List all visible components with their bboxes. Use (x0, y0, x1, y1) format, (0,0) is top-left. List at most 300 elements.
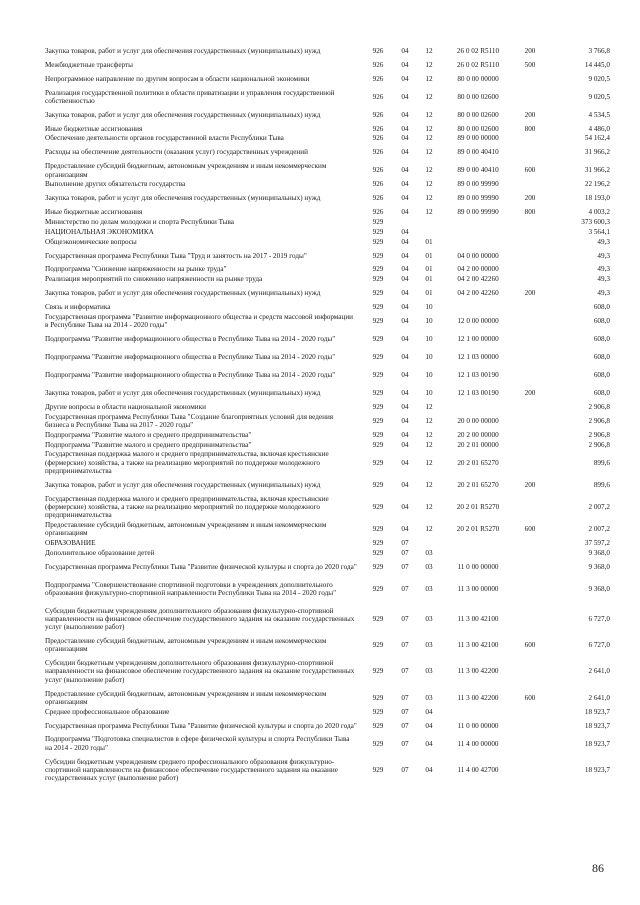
table-row (45, 134, 610, 144)
table-row (45, 348, 610, 366)
ministry-code: 929 (372, 615, 384, 624)
table-row (45, 42, 610, 60)
section-code: 04 (401, 389, 409, 398)
row-description: Подпрограмма "Развитие малого и среднего предпринимательства" (45, 430, 252, 439)
subsection-code: 12 (425, 402, 433, 411)
row-description: Общеэкономические вопросы (45, 237, 137, 246)
subsection-code: 12 (425, 148, 433, 157)
section-code: 04 (401, 180, 409, 189)
table-row (45, 707, 610, 717)
expense-type-code (515, 70, 545, 88)
ministry-code: 926 (372, 124, 384, 133)
subsection-code: 03 (425, 584, 433, 593)
target-article-code (441, 707, 515, 717)
expense-type-code (515, 144, 545, 162)
row-description: Предоставление субсидий бюджетным, автономным учреждениям и иным некоммерческим организациям (45, 162, 327, 179)
section-code: 04 (401, 46, 409, 55)
target-article-code: 20 2 01 R5270 (456, 502, 500, 511)
amount-value: 22 196,2 (584, 180, 610, 189)
target-article-code: 20 2 01 R5270 (456, 524, 500, 533)
subsection-code: 12 (425, 166, 433, 175)
amount-value: 18 923,7 (584, 707, 610, 716)
ministry-code: 929 (372, 458, 384, 467)
table-row (45, 689, 610, 707)
section-code: 04 (401, 227, 409, 236)
subsection-code: 01 (425, 289, 433, 298)
row-description: ОБРАЗОВАНИЕ (45, 538, 96, 547)
section-code: 04 (401, 134, 409, 143)
expense-type-code (515, 312, 545, 330)
section-code: 04 (401, 60, 409, 69)
table-row (45, 265, 610, 275)
ministry-code: 929 (372, 335, 384, 343)
expense-type-code (515, 654, 545, 688)
amount-value: 2 641,0 (588, 667, 610, 676)
ministry-code: 929 (372, 416, 384, 425)
expense-type-code (515, 247, 545, 265)
section-code: 04 (401, 74, 409, 83)
table-row (45, 247, 610, 265)
ministry-code: 929 (372, 548, 384, 557)
target-article-code (441, 548, 515, 558)
subsection-code: 10 (425, 389, 433, 398)
amount-value: 899,6 (593, 458, 610, 467)
section-code: 07 (401, 765, 409, 774)
section-code: 07 (401, 641, 409, 650)
subsection-code: 10 (425, 303, 433, 312)
subsection-code: 12 (425, 134, 433, 143)
ministry-code: 929 (372, 641, 384, 650)
subsection-code: 12 (425, 208, 433, 217)
section-code: 07 (401, 667, 409, 676)
row-description: Обеспечение деятельности органов государственной власти Республики Тыва (45, 134, 284, 143)
row-description: Подпрограмма "Развитие информационного общества в Республике Тыва на 2014 - 2020 годы" (45, 371, 336, 380)
table-row (45, 440, 610, 450)
row-description: Связь и информатика (45, 303, 111, 312)
table-row (45, 180, 610, 190)
expense-type-code: 200 (524, 46, 536, 55)
expense-type-code (515, 412, 545, 430)
target-article-code: 11 4 00 42700 (457, 765, 499, 774)
target-article-code: 89 0 00 99990 (457, 194, 499, 203)
table-row (45, 124, 610, 134)
amount-value: 608,0 (593, 303, 610, 312)
ministry-code: 929 (372, 303, 384, 312)
page-number: 86 (592, 861, 604, 875)
target-article-code: 11 3 00 42100 (457, 615, 499, 624)
table-row (45, 576, 610, 602)
subsection-code: 12 (425, 124, 433, 133)
row-description: Субсидии бюджетным учреждениям дополнительного образования физкультурно-спортивной направленности на финансовое обеспечение государственного задания на оказание государственных услуг (выполнение работ) (45, 606, 355, 632)
table-row (45, 144, 610, 162)
subsection-code: 03 (425, 548, 433, 557)
amount-value: 49,3 (597, 289, 610, 298)
expense-type-code (515, 538, 545, 548)
section-code: 07 (401, 584, 409, 593)
section-code: 04 (401, 416, 409, 425)
section-code (393, 217, 417, 227)
row-description: Реализация мероприятий по снижению напряженности на рынке труда (45, 275, 263, 284)
ministry-code: 929 (372, 371, 384, 380)
amount-value: 9 020,5 (588, 92, 610, 101)
target-article-code: 80 0 00 02600 (457, 92, 499, 101)
expense-type-code (515, 330, 545, 348)
table-row (45, 312, 610, 330)
section-code: 04 (401, 480, 409, 489)
section-code: 07 (401, 562, 409, 571)
row-description: НАЦИОНАЛЬНАЯ ЭКОНОМИКА (45, 227, 154, 236)
section-code: 07 (401, 693, 409, 702)
section-code: 04 (401, 148, 409, 157)
section-code: 04 (401, 110, 409, 119)
table-row (45, 284, 610, 302)
table-row (45, 494, 610, 520)
amount-value: 9 020,5 (588, 74, 610, 83)
ministry-code: 929 (372, 289, 384, 298)
subsection-code: 12 (425, 430, 433, 439)
amount-value: 2 007,2 (588, 502, 610, 511)
ministry-code: 929 (372, 402, 384, 411)
ministry-code: 929 (372, 227, 384, 236)
row-description: Предоставление субсидий бюджетным, автономным учреждениям и иным некоммерческим организациям (45, 520, 327, 538)
ministry-code: 929 (372, 502, 384, 511)
section-code: 04 (401, 124, 409, 133)
expense-type-code (515, 494, 545, 520)
amount-value: 2 007,2 (588, 524, 610, 533)
section-code: 04 (401, 194, 409, 203)
row-description: Выполнение других обязательств государства (45, 180, 186, 189)
table-row (45, 106, 610, 124)
target-article-code: 04 0 00 00000 (457, 251, 499, 260)
target-article-code: 12 0 00 00000 (457, 316, 499, 325)
amount-value: 2 906,8 (588, 416, 610, 425)
ministry-code: 929 (372, 316, 384, 325)
ministry-code: 929 (372, 265, 384, 274)
row-description: Закупка товаров, работ и услуг для обеспечения государственных (муниципальных) нужд (45, 110, 321, 119)
ministry-code: 926 (372, 110, 384, 119)
target-article-code: 11 3 00 42100 (457, 641, 499, 650)
amount-value: 2 906,8 (588, 440, 610, 449)
row-description: Непрограммное направление по другим вопросам в области национальной экономики (45, 74, 310, 83)
section-code: 04 (401, 275, 409, 284)
amount-value: 6 727,0 (588, 641, 610, 650)
amount-value: 31 966,2 (584, 148, 610, 157)
row-description: Межбюджетные трансферты (45, 60, 133, 69)
ministry-code: 929 (372, 440, 384, 449)
amount-value: 608,0 (593, 371, 610, 380)
table-row (45, 366, 610, 384)
subsection-code: 04 (425, 721, 433, 730)
target-article-code: 89 0 00 40410 (457, 148, 499, 157)
row-description: Закупка товаров, работ и услуг для обеспечения государственных (муниципальных) нужд (45, 46, 321, 55)
subsection-code: 03 (425, 615, 433, 624)
subsection-code: 04 (425, 707, 433, 716)
section-code: 04 (401, 265, 409, 274)
amount-value: 608,0 (593, 353, 610, 362)
subsection-code: 10 (425, 335, 433, 343)
table-row (45, 189, 610, 207)
row-description: Государственная программа Республики Тыва "Труд и занятость на 2017 - 2019 годы" (45, 251, 307, 260)
target-article-code: 04 2 00 00000 (457, 265, 499, 274)
expense-type-code (515, 217, 545, 227)
table-row (45, 237, 610, 247)
amount-value: 18 923,7 (584, 739, 610, 748)
row-description: Подпрограмма "Подготовка специалистов в сфере физической культуры и спорта Республики Тыва на 2014 - 2020 годы" (45, 735, 350, 752)
row-description: Субсидии бюджетным учреждениям среднего профессионального образования физкультурно-спортивной направленности на финансовое обеспечение государственного задания на оказание государственных услуг (выполнение работ) (45, 757, 338, 782)
section-code: 04 (401, 208, 409, 217)
table-row (45, 602, 610, 636)
expense-type-code (515, 88, 545, 106)
target-article-code: 12 1 03 00190 (457, 371, 499, 380)
expense-type-code: 800 (524, 208, 536, 217)
row-description: Иные бюджетные ассигнования (45, 208, 143, 217)
amount-value: 4 003,2 (588, 208, 610, 217)
row-description: Предоставление субсидий бюджетным, автономным учреждениям и иным некоммерческим организациям (45, 689, 327, 706)
target-article-code: 11 3 00 42200 (457, 693, 499, 702)
amount-value: 9 368,0 (588, 584, 610, 593)
row-description: Субсидии бюджетным учреждениям дополнительного образования физкультурно-спортивной направленности на финансовое обеспечение государственного задания на оказание государственных услуг (выполнение работ) (45, 659, 355, 684)
expense-type-code: 600 (524, 641, 536, 650)
table-row (45, 558, 610, 576)
ministry-code: 929 (372, 389, 384, 398)
section-code: 07 (401, 615, 409, 624)
subsection-code: 03 (425, 641, 433, 650)
expense-type-code (515, 348, 545, 366)
budget-table-body (45, 42, 610, 787)
section-code: 07 (401, 739, 409, 748)
target-article-code: 11 4 00 00000 (457, 739, 499, 748)
target-article-code: 12 1 03 00000 (457, 353, 499, 362)
table-row (45, 402, 610, 412)
target-article-code (441, 227, 515, 237)
row-description: Дополнительное образование детей (45, 548, 155, 557)
expense-type-code: 200 (524, 194, 536, 203)
target-article-code: 26 0 02 R5110 (456, 46, 500, 55)
section-code: 04 (401, 166, 409, 175)
row-description: Подпрограмма "Снижение напряженности на рынке труда" (45, 265, 227, 274)
ministry-code: 926 (372, 148, 384, 157)
target-article-code (441, 402, 515, 412)
amount-value: 608,0 (593, 389, 610, 398)
subsection-code: 04 (425, 765, 433, 774)
amount-value: 3 766,8 (588, 46, 610, 55)
section-code: 04 (401, 502, 409, 511)
subsection-code: 12 (425, 416, 433, 425)
table-row (45, 717, 610, 735)
amount-value: 18 923,7 (584, 721, 610, 730)
ministry-code: 929 (372, 707, 384, 716)
amount-value: 31 966,2 (584, 166, 610, 175)
row-description: Среднее профессиональное образование (45, 707, 170, 716)
table-row (45, 330, 610, 348)
ministry-code: 929 (372, 693, 384, 702)
subsection-code: 12 (425, 180, 433, 189)
target-article-code: 20 2 01 65270 (457, 480, 499, 489)
target-article-code: 12 1 03 00190 (457, 389, 499, 398)
section-code: 04 (401, 251, 409, 260)
expense-type-code: 200 (524, 389, 536, 398)
ministry-code: 926 (372, 92, 384, 101)
subsection-code: 10 (425, 316, 433, 325)
expense-type-code (515, 402, 545, 412)
expense-type-code (515, 576, 545, 602)
expense-type-code (515, 134, 545, 144)
table-row (45, 70, 610, 88)
expense-type-code (515, 717, 545, 735)
row-description: Закупка товаров, работ и услуг для обеспечения государственных (муниципальных) нужд (45, 389, 321, 398)
target-article-code: 89 0 00 99990 (457, 208, 499, 217)
subsection-code: 12 (425, 46, 433, 55)
expense-type-code (515, 735, 545, 753)
ministry-code: 926 (372, 74, 384, 83)
row-description: Подпрограмма "Развитие информационного общества в Республике Тыва на 2014 - 2020 годы" (45, 335, 336, 343)
expense-type-code (515, 265, 545, 275)
target-article-code (441, 217, 515, 227)
amount-value: 49,3 (597, 275, 610, 284)
expense-type-code (515, 227, 545, 237)
target-article-code: 20 2 01 65270 (457, 458, 499, 467)
section-code: 07 (401, 548, 409, 557)
target-article-code: 89 0 00 00000 (457, 134, 499, 143)
expense-type-code (515, 602, 545, 636)
amount-value: 4 486,0 (588, 124, 610, 133)
amount-value: 6 727,0 (588, 615, 610, 624)
amount-value: 899,6 (593, 480, 610, 489)
row-description: Закупка товаров, работ и услуг для обеспечения государственных (муниципальных) нужд (45, 194, 321, 203)
target-article-code: 89 0 00 99990 (457, 180, 499, 189)
expense-type-code: 800 (524, 124, 536, 133)
amount-value: 3 564,1 (588, 227, 610, 236)
expense-type-code (515, 450, 545, 476)
target-article-code (441, 302, 515, 312)
table-row (45, 412, 610, 430)
expense-type-code: 500 (524, 60, 536, 69)
expense-type-code (515, 753, 545, 787)
row-description: Государственная программа Республики Тыва "Развитие физической культуры и спорта до 2020 года" (45, 721, 357, 730)
expense-type-code (515, 237, 545, 247)
subsection-code (417, 227, 441, 237)
subsection-code: 01 (425, 237, 433, 246)
amount-value: 54 162,4 (584, 134, 610, 143)
row-description: Государственная программа "Развитие информационного общества и средств массовой информации в Республике Тыва на 2014 - 2020 годы" (45, 312, 354, 330)
target-article-code: 80 0 00 02600 (457, 124, 499, 133)
section-code: 04 (401, 440, 409, 449)
ministry-code: 929 (372, 237, 384, 246)
section-code: 04 (401, 237, 409, 246)
row-description: Государственная программа Республики Тыва "Развитие физической культуры и спорта до 2020 года" (45, 562, 357, 571)
table-row (45, 60, 610, 70)
row-description: Расходы на обеспечение деятельности (оказания услуг) государственных учреждений (45, 148, 308, 157)
table-row (45, 302, 610, 312)
ministry-code: 929 (372, 353, 384, 362)
ministry-code: 926 (372, 194, 384, 203)
amount-value: 18 923,7 (584, 765, 610, 774)
ministry-code: 929 (372, 538, 384, 547)
section-code: 04 (401, 524, 409, 533)
subsection-code: 12 (425, 524, 433, 533)
target-article-code: 80 0 00 02600 (457, 110, 499, 119)
target-article-code: 20 2 01 00000 (457, 440, 499, 449)
row-description: Иные бюджетные ассигнования (45, 124, 143, 133)
ministry-code: 926 (372, 46, 384, 55)
amount-value: 2 641,0 (588, 693, 610, 702)
table-row (45, 450, 610, 476)
row-description: Подпрограмма "Развитие малого и среднего предпринимательства" (45, 440, 252, 449)
expense-type-code (515, 366, 545, 384)
table-row (45, 162, 610, 180)
row-description: Предоставление субсидий бюджетным, автономным учреждениям и иным некоммерческим организациям (45, 637, 327, 654)
subsection-code: 12 (425, 502, 433, 511)
amount-value: 37 597,2 (584, 538, 610, 547)
table-row (45, 735, 610, 753)
ministry-code: 929 (372, 739, 384, 748)
ministry-code: 926 (372, 134, 384, 143)
expense-type-code (515, 548, 545, 558)
target-article-code: 04 2 00 42260 (457, 275, 499, 284)
row-description: Закупка товаров, работ и услуг для обеспечения государственных (муниципальных) нужд (45, 480, 321, 489)
table-row (45, 274, 610, 284)
ministry-code: 926 (372, 60, 384, 69)
section-code: 04 (401, 458, 409, 467)
ministry-code: 929 (372, 430, 384, 439)
ministry-code: 926 (372, 166, 384, 175)
row-description: Закупка товаров, работ и услуг для обеспечения государственных (муниципальных) нужд (45, 289, 321, 298)
amount-value: 49,3 (597, 237, 610, 246)
subsection-code: 12 (425, 110, 433, 119)
target-article-code (441, 237, 515, 247)
row-description: Министерство по делам молодежи и спорта Республики Тыва (45, 217, 234, 226)
subsection-code: 12 (425, 92, 433, 101)
section-code: 04 (401, 335, 409, 343)
section-code: 04 (401, 289, 409, 298)
amount-value: 608,0 (593, 316, 610, 325)
section-code: 07 (401, 721, 409, 730)
expense-type-code: 600 (524, 166, 536, 175)
target-article-code: 04 2 00 42260 (457, 289, 499, 298)
table-row (45, 654, 610, 688)
ministry-code: 929 (372, 584, 384, 593)
table-row (45, 538, 610, 548)
section-code: 04 (401, 402, 409, 411)
target-article-code: 80 0 00 00000 (457, 74, 499, 83)
target-article-code: 12 1 00 00000 (457, 335, 499, 343)
expense-type-code (515, 274, 545, 284)
section-code: 04 (401, 92, 409, 101)
section-code: 04 (401, 353, 409, 362)
subsection-code (417, 538, 441, 548)
table-row (45, 430, 610, 440)
amount-value: 9 368,0 (588, 548, 610, 557)
budget-table (45, 42, 610, 787)
target-article-code: 11 0 00 00000 (457, 721, 499, 730)
row-description: Государственная программа Республики Тыва "Создание благоприятных условий для ведения бизнеса в Республике Тыва на 2017 - 2020 годы" (45, 412, 334, 429)
table-row (45, 217, 610, 227)
ministry-code: 926 (372, 208, 384, 217)
ministry-code: 929 (372, 765, 384, 774)
ministry-code: 926 (372, 180, 384, 189)
ministry-code: 929 (372, 667, 384, 676)
amount-value: 9 368,0 (588, 562, 610, 571)
ministry-code: 929 (372, 480, 384, 489)
section-code: 07 (401, 538, 409, 547)
subsection-code: 12 (425, 440, 433, 449)
target-article-code: 20 2 00 00000 (457, 430, 499, 439)
row-description: Государственная поддержка малого и среднего предпринимательства, включая крестьянские (фермерские) хозяйства, а также на реализацию мероприятий по поддержке молодежного предпринимательства (45, 494, 329, 520)
section-code: 07 (401, 707, 409, 716)
row-description: Подпрограмма "Развитие информационного общества в Республике Тыва на 2014 - 2020 годы" (45, 353, 336, 362)
target-article-code: 89 0 00 40410 (457, 166, 499, 175)
table-row (45, 88, 610, 106)
